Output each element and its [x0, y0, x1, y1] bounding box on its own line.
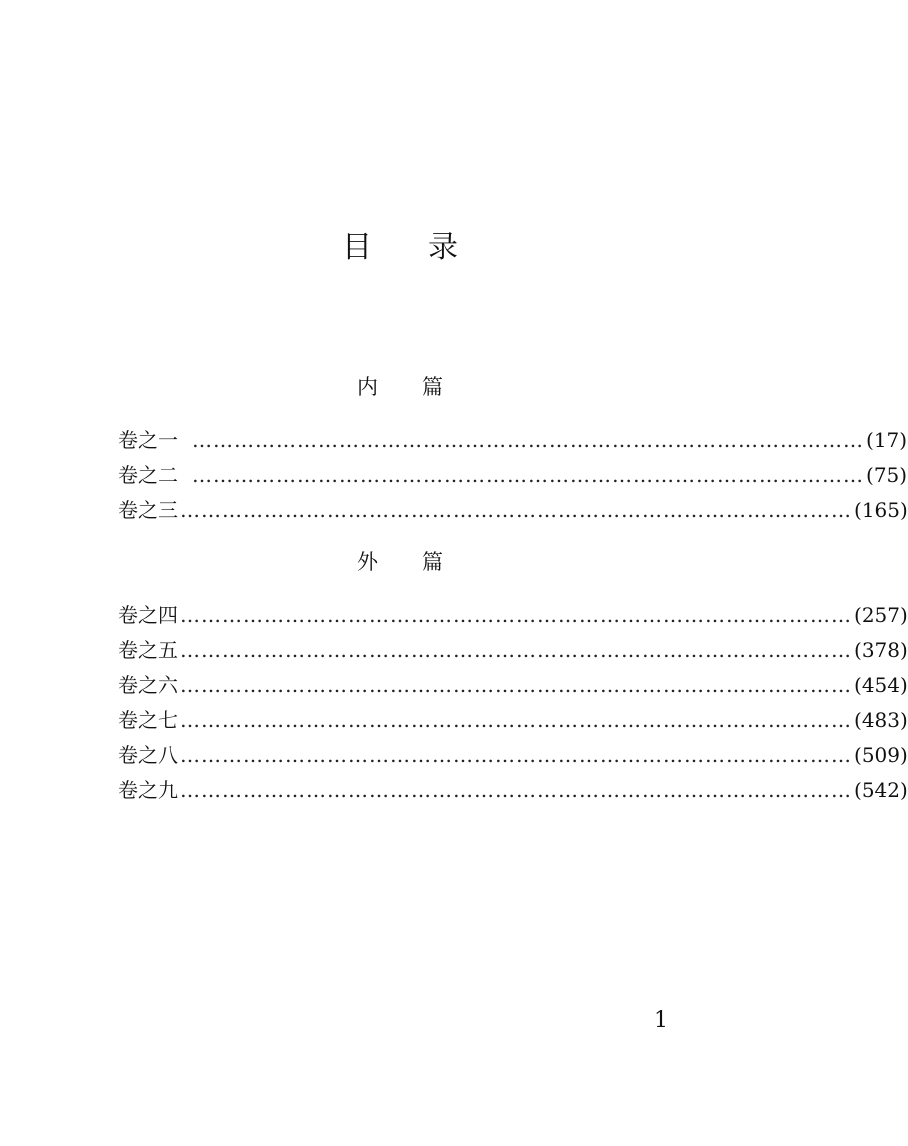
toc-entry-label: 卷之六 [118, 673, 178, 697]
toc-entry[interactable] [118, 423, 908, 458]
toc-entry[interactable] [118, 703, 908, 738]
toc-list-outer [118, 598, 908, 808]
toc-entry-page-number: 378 [861, 638, 900, 662]
toc-leader-dots: …………………………………………………………………………………… [180, 778, 852, 802]
toc-entry-page: (75) [866, 463, 908, 487]
section-heading-inner [0, 373, 800, 401]
toc-entry-page: (454) [854, 673, 908, 697]
toc-entry-page-number: 509 [861, 743, 900, 767]
toc-entry-label: 卷之三 [118, 498, 178, 522]
toc-entry[interactable] [118, 458, 908, 493]
toc-entry-page: (542) [854, 778, 908, 802]
toc-entry-page-number: 165 [861, 498, 900, 522]
toc-entry-page: (17) [866, 428, 908, 452]
toc-entry[interactable] [118, 773, 908, 808]
toc-leader-dots: …………………………………………………………………………………… [180, 708, 852, 732]
toc-entry-page: (257) [854, 603, 908, 627]
toc-entry[interactable] [118, 493, 908, 528]
toc-entry-label: 卷之七 [118, 708, 178, 732]
toc-entry-page-number: 542 [861, 778, 900, 802]
toc-leader-dots: …………………………………………………………………………………… [180, 603, 852, 627]
toc-entry-page-number: 17 [873, 428, 900, 452]
toc-entry-label: 卷之五 [118, 638, 178, 662]
toc-entry-page: (378) [854, 638, 908, 662]
toc-leader-dots: …………………………………………………………………………………… [180, 673, 852, 697]
toc-entry[interactable] [118, 633, 908, 668]
section-heading-char-2: 篇 [422, 375, 443, 399]
toc-entry-page-number: 257 [861, 603, 900, 627]
toc-entry-page-number: 454 [861, 673, 900, 697]
section-heading-char-2: 篇 [422, 550, 443, 574]
toc-entry-label: 卷之一 [118, 428, 178, 452]
toc-entry[interactable] [118, 738, 908, 773]
toc-leader-dots: …………………………………………………………………………………… [180, 638, 852, 662]
toc-entry-page-number: 483 [861, 708, 900, 732]
toc-entry-page: (509) [854, 743, 908, 767]
toc-leader-dots: …………………………………………………………………………………… [192, 428, 864, 452]
toc-list-inner [118, 423, 908, 528]
toc-entry-label: 卷之四 [118, 603, 178, 627]
toc-entry-label: 卷之九 [118, 778, 178, 802]
toc-entry-page: (165) [854, 498, 908, 522]
toc-entry-page: (483) [854, 708, 908, 732]
toc-entry-label: 卷之八 [118, 743, 178, 767]
page-title-char-2: 录 [428, 230, 458, 265]
page-title-char-1: 目 [342, 230, 372, 265]
toc-entry[interactable] [118, 598, 908, 633]
toc-leader-dots: …………………………………………………………………………………… [180, 743, 852, 767]
toc-leader-dots: …………………………………………………………………………………… [180, 498, 852, 522]
toc-entry-page-number: 75 [873, 463, 900, 487]
section-heading-outer [0, 548, 800, 576]
section-heading-char-1: 内 [357, 375, 378, 399]
toc-entry[interactable] [118, 668, 908, 703]
toc-leader-dots: …………………………………………………………………………………… [192, 463, 864, 487]
page-number: 1 [654, 1008, 668, 1033]
section-heading-char-1: 外 [357, 550, 378, 574]
toc-entry-label: 卷之二 [118, 463, 178, 487]
page-title [0, 228, 800, 268]
